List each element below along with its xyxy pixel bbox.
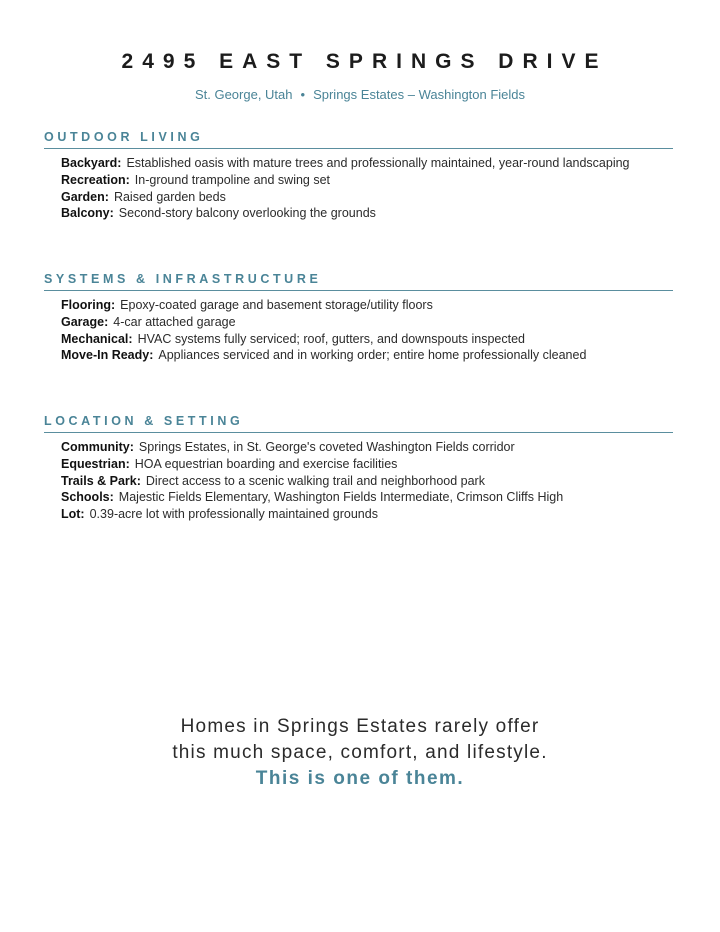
feature-value: Raised garden beds [113,189,226,204]
section-heading: LOCATION & SETTING [44,414,673,433]
feature-value: HVAC systems fully serviced; roof, gutters, and downspouts inspected [137,331,526,346]
feature-row [61,506,673,523]
location-subtitle [0,87,720,102]
feature-value: 0.39-acre lot with professionally maintained grounds [89,507,378,522]
feature-row [61,205,673,222]
feature-label: Schools: [61,490,114,505]
page-header [0,0,720,102]
feature-list [44,297,673,364]
neighborhood-text: Springs Estates – Washington Fields [313,87,526,102]
feature-label: Lot: [61,507,85,522]
closing-line-1: Homes in Springs Estates rarely offer [180,716,540,737]
feature-label: Equestrian: [61,456,130,471]
feature-value: Established oasis with mature trees and professionally maintained, year-round landscaping [126,156,630,170]
feature-row [61,155,673,172]
closing-emphasis: This is one of them. [255,768,465,789]
feature-row [61,172,673,189]
feature-value: HOA equestrian boarding and exercise facilities [134,456,398,471]
city-text: St. George, Utah [194,87,293,102]
feature-row [61,347,673,364]
feature-label: Trails & Park: [61,473,141,488]
section-systems-infrastructure [44,272,673,364]
feature-label: Community: [61,440,134,454]
feature-row [61,456,673,473]
feature-row [61,489,673,506]
feature-list [44,155,673,222]
feature-label: Garage: [61,314,109,329]
feature-label: Backyard: [61,156,122,170]
section-heading: SYSTEMS & INFRASTRUCTURE [44,272,673,291]
feature-row [61,189,673,206]
feature-label: Garden: [61,189,109,204]
feature-value: Appliances serviced and in working order; entire home professionally cleaned [158,348,587,363]
feature-row [61,439,673,456]
feature-label: Move-In Ready: [61,348,154,363]
property-address: 2495 EAST SPRINGS DRIVE [121,50,608,73]
feature-value: Springs Estates, in St. George's coveted Washington Fields corridor [138,440,515,454]
feature-list [44,439,673,523]
feature-row [61,297,673,314]
closing-statement [0,714,720,792]
feature-value: Epoxy-coated garage and basement storage/utility floors [120,298,433,312]
feature-value: Majestic Fields Elementary, Washington Fields Intermediate, Crimson Cliffs High [118,490,564,505]
feature-label: Mechanical: [61,331,133,346]
feature-row [61,473,673,490]
section-outdoor-living [44,130,673,222]
feature-row [61,331,673,348]
closing-line-2: this much space, comfort, and lifestyle. [172,742,548,763]
separator-dot: • [300,87,306,102]
feature-label: Flooring: [61,298,116,312]
feature-value: Second-story balcony overlooking the grounds [118,206,376,221]
feature-label: Balcony: [61,206,114,221]
feature-label: Recreation: [61,172,130,187]
feature-row [61,314,673,331]
feature-value: 4-car attached garage [113,314,236,329]
section-heading: OUTDOOR LIVING [44,130,673,149]
feature-value: In-ground trampoline and swing set [134,172,331,187]
section-location-setting [44,414,673,523]
feature-value: Direct access to a scenic walking trail and neighborhood park [145,473,485,488]
